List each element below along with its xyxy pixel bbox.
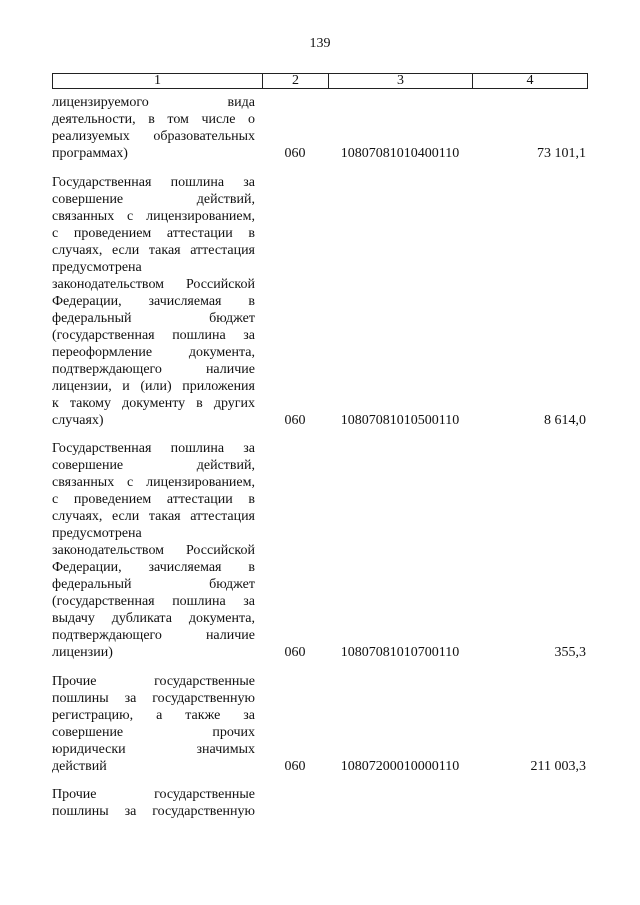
description-line: подтверждающего наличие: [52, 628, 255, 643]
description-line: (государственная пошлина за: [52, 328, 255, 343]
page-number: 139: [309, 36, 331, 51]
description-line: Федерации, зачисляемая в: [52, 560, 255, 575]
amount: 211 003,3: [530, 759, 586, 774]
admin-code: 060: [284, 146, 306, 161]
description-line: выдачу дубликата документа,: [52, 611, 255, 626]
description-line: лицензии, и (или) приложения: [52, 379, 255, 394]
description-line: совершение действий,: [52, 192, 255, 207]
admin-code: 060: [284, 759, 306, 774]
table-row: [52, 94, 588, 162]
description-line: предусмотрена: [52, 260, 142, 275]
header-col-1: 1: [53, 74, 263, 88]
description-line: пошлины за государственную: [52, 804, 255, 819]
amount: 355,3: [554, 645, 586, 660]
table-row: [52, 673, 588, 775]
table-row: [52, 786, 588, 820]
description-line: связанных с лицензированием,: [52, 209, 255, 224]
description-line: подтверждающего наличие: [52, 362, 255, 377]
description-line: реализуемых образовательных: [52, 129, 255, 144]
description-line: совершение действий,: [52, 458, 255, 473]
description-line: законодательством Российской: [52, 543, 255, 558]
budget-code: 10807200010000110: [340, 759, 460, 774]
description-line: Прочие государственные: [52, 787, 255, 802]
description-line: программах): [52, 146, 128, 161]
description-line: к такому документу в других: [52, 396, 255, 411]
budget-code: 10807081010400110: [340, 146, 460, 161]
header-col-2: 2: [263, 74, 329, 88]
row-description: [52, 673, 255, 775]
description-line: федеральный бюджет: [52, 311, 255, 326]
description-line: юридически значимых: [52, 742, 255, 757]
description-line: с проведением аттестации в: [52, 492, 255, 507]
description-line: случаях): [52, 413, 104, 428]
description-line: переоформление документа,: [52, 345, 255, 360]
budget-code: 10807081010500110: [340, 413, 460, 428]
row-description: [52, 94, 255, 162]
description-line: предусмотрена: [52, 526, 142, 541]
amount: 73 101,1: [537, 146, 586, 161]
description-line: Государственная пошлина за: [52, 175, 255, 190]
budget-code: 10807081010700110: [340, 645, 460, 660]
admin-code: 060: [284, 413, 306, 428]
row-description: [52, 440, 255, 661]
header-col-4: 4: [526, 73, 534, 88]
row-description: [52, 786, 255, 820]
description-line: случаях, если такая аттестация: [52, 243, 255, 258]
description-line: (государственная пошлина за: [52, 594, 255, 609]
description-line: деятельности, в том числе о: [52, 112, 255, 127]
header-col-3: 3: [329, 74, 473, 88]
description-line: лицензии): [52, 645, 113, 660]
description-line: Федерации, зачисляемая в: [52, 294, 255, 309]
description-line: Прочие государственные: [52, 674, 255, 689]
description-line: случаях, если такая аттестация: [52, 509, 255, 524]
table-header: [52, 73, 588, 89]
description-line: законодательством Российской: [52, 277, 255, 292]
description-line: связанных с лицензированием,: [52, 475, 255, 490]
description-line: действий: [52, 759, 107, 774]
row-description: [52, 174, 255, 429]
table-row: [52, 440, 588, 661]
amount: 8 614,0: [544, 413, 586, 428]
description-line: пошлины за государственную: [52, 691, 255, 706]
description-line: регистрацию, а также за: [52, 708, 255, 723]
description-line: с проведением аттестации в: [52, 226, 255, 241]
description-line: федеральный бюджет: [52, 577, 255, 592]
table-row: [52, 174, 588, 429]
description-line: совершение прочих: [52, 725, 255, 740]
admin-code: 060: [284, 645, 306, 660]
description-line: Государственная пошлина за: [52, 441, 255, 456]
description-line: лицензируемого вида: [52, 95, 255, 110]
